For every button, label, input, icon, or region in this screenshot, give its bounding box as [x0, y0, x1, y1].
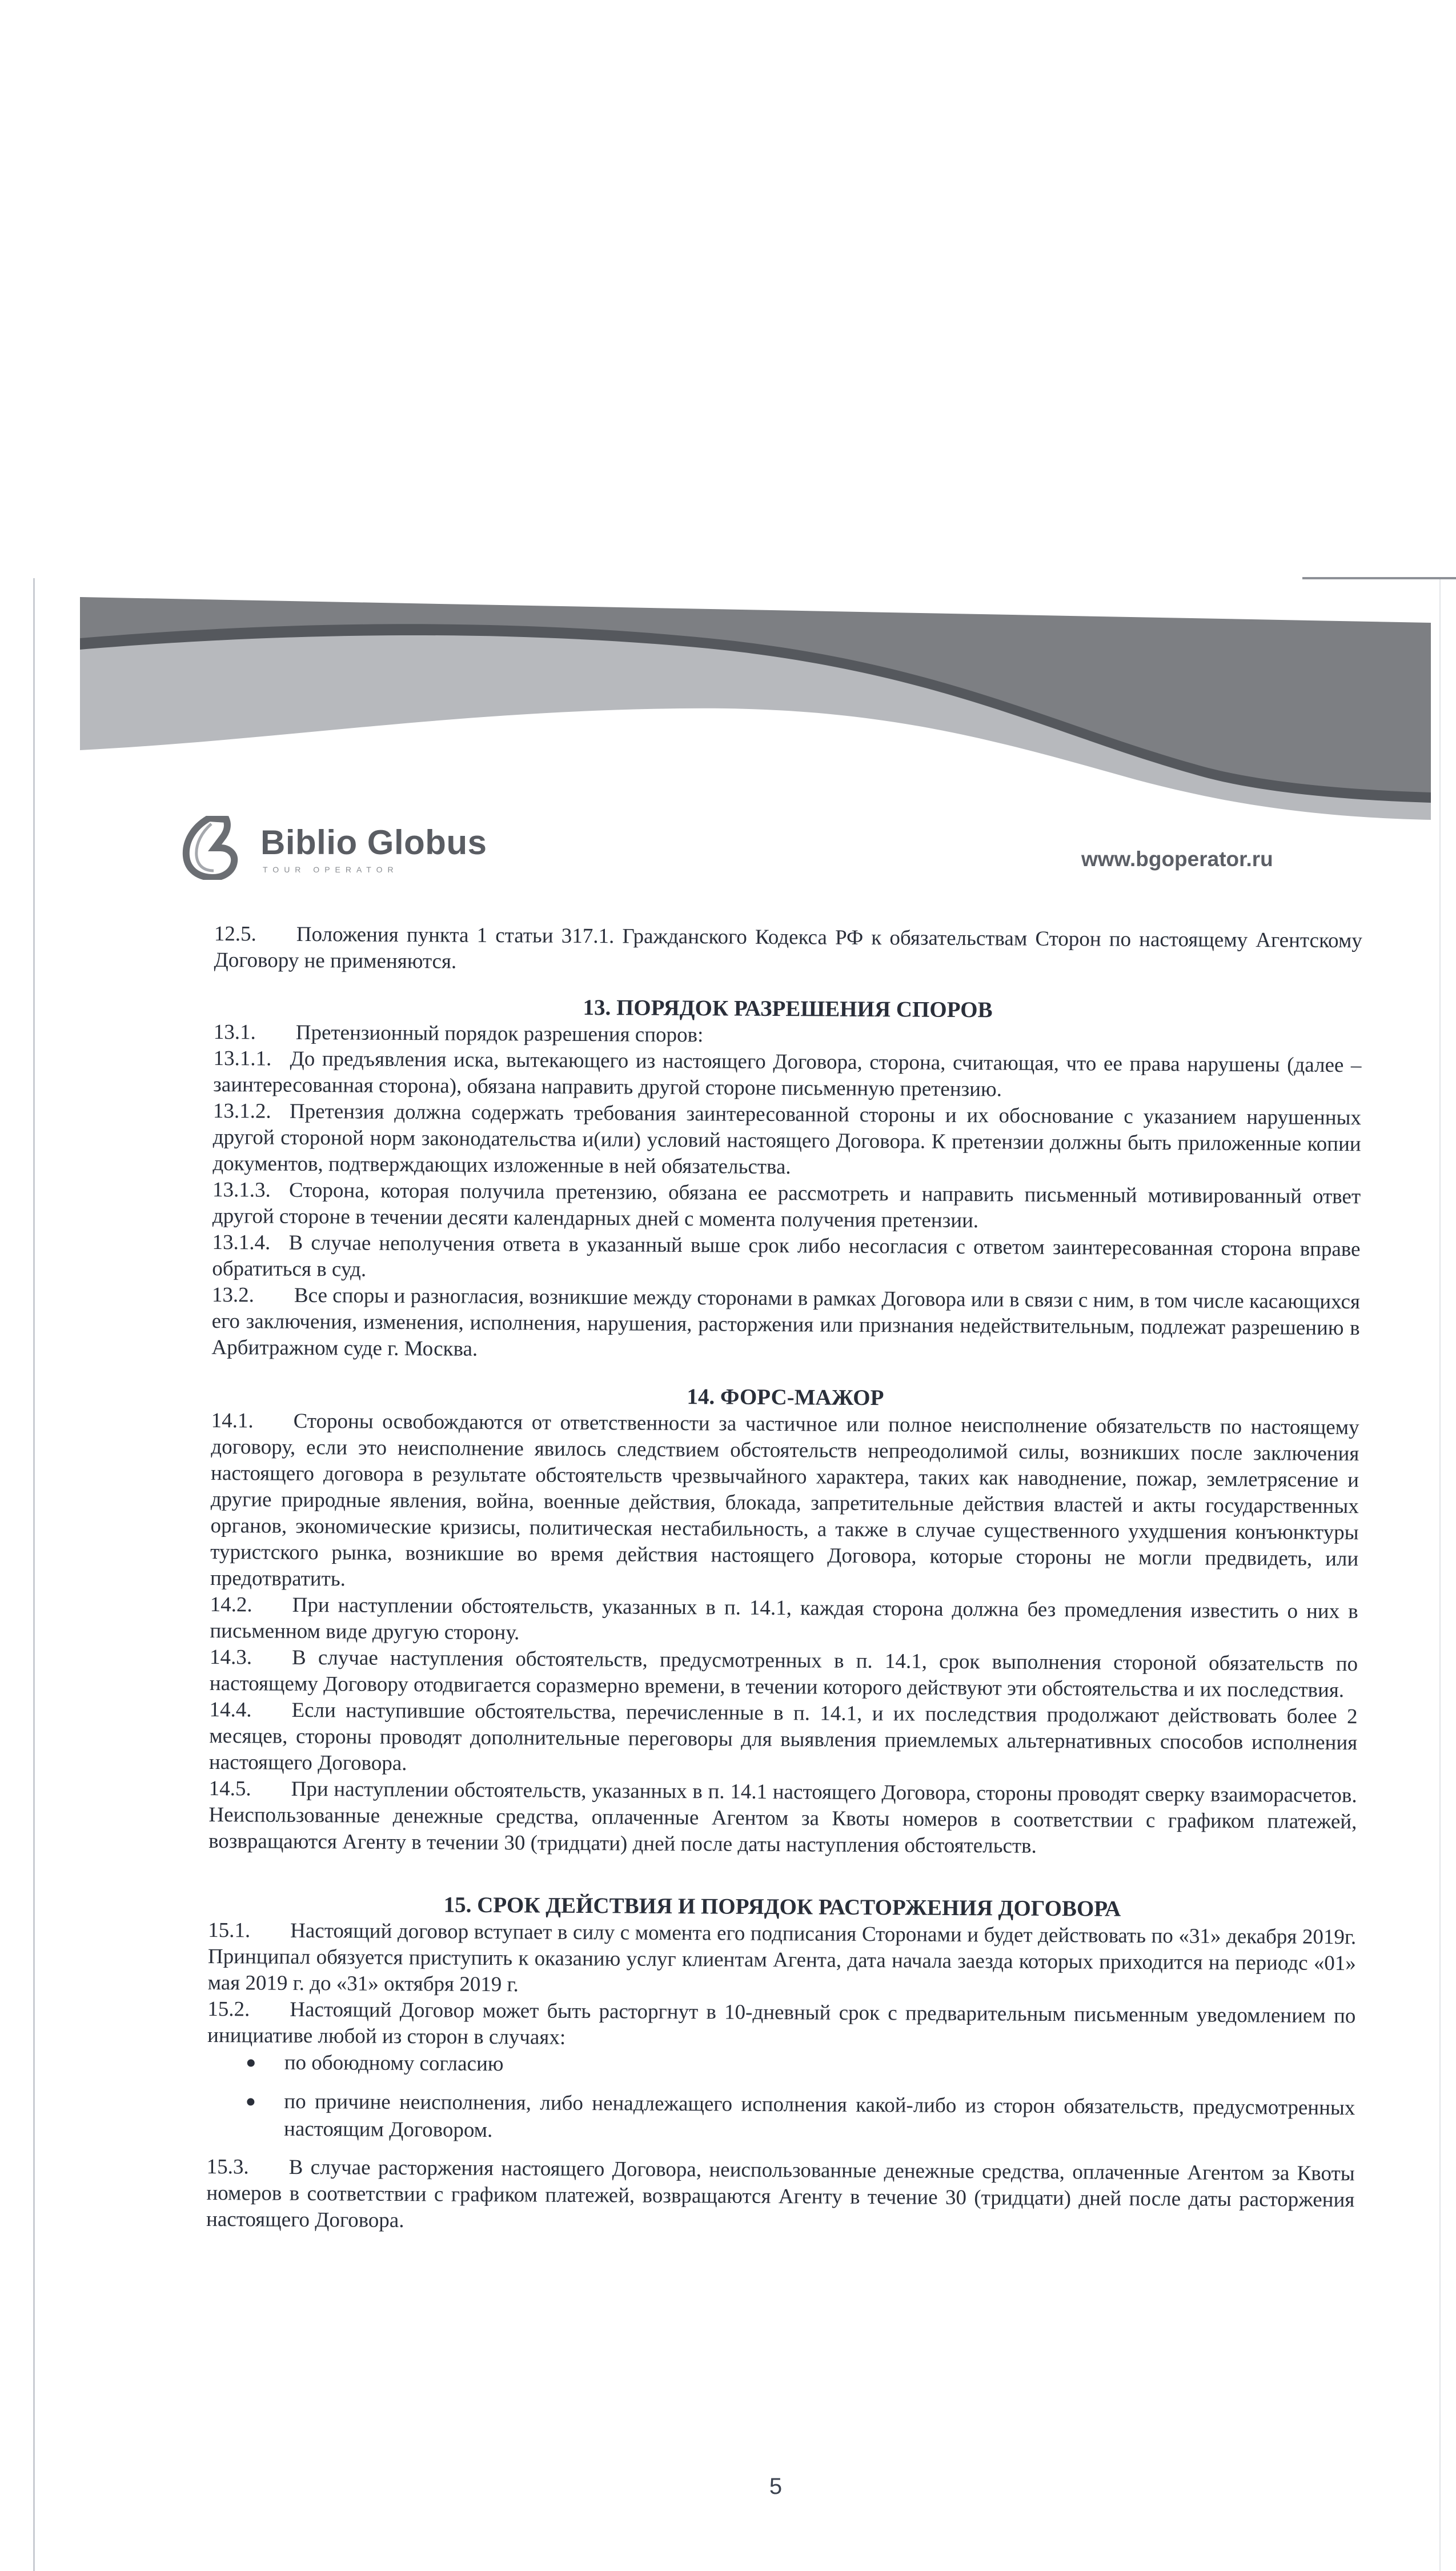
clause-15-2	[207, 1996, 1356, 2056]
clause-number: 15.2.	[207, 1997, 250, 2021]
termination-cases-list	[207, 2049, 1355, 2149]
brand-tagline: TOUR OPERATOR	[263, 865, 399, 874]
scan-edge-top	[1302, 577, 1456, 579]
header-banner	[80, 597, 1431, 820]
scan-edge-right	[1439, 578, 1441, 2571]
clause-number: 13.1.2.	[212, 1099, 271, 1123]
clause-13-1-3	[212, 1177, 1361, 1236]
clause-number: 14.5.	[208, 1776, 251, 1801]
brand-name: Biblio Globus	[260, 823, 487, 862]
clause-15-1	[208, 1917, 1357, 2003]
clause-number: 14.1.	[211, 1408, 254, 1433]
clause-text: Сторона, которая получила претензию, обязана ее рассмотреть и направить письменный мотивированный ответ другой стороне в течении десяти календарных дней с момента получения претензии.	[212, 1178, 1361, 1233]
clause-14-4	[209, 1697, 1358, 1783]
bullet-icon	[247, 2059, 255, 2067]
clause-number: 15.3.	[206, 2154, 249, 2179]
list-item-text: по обоюдному согласию	[284, 2051, 504, 2076]
clause-text: При наступлении обстоятельств, указанных в п. 14.1, каждая сторона должна без промедления известить о них в письменном виде другую сторону.	[210, 1593, 1358, 1645]
clause-text: Если наступившие обстоятельства, перечисленные в п. 14.1, и их последствия продолжают действовать более 2 месяцев, стороны проводят дополнительные переговоры для выявления приемлемых альтернативных способов исполнения настоящего Договора.	[208, 1698, 1358, 1776]
list-item-text: по причине неисполнения, либо ненадлежащего исполнения какой-либо из сторон обязательств, предусмотренных настоящим Договором.	[283, 2089, 1355, 2142]
clause-text: В случае расторжения настоящего Договора, неиспользованные денежные средства, оплаченные Агентом за Квоты номеров в соответствии с графиком платежей, возвращаются Агенту в течение 30 (тридцати) дней после даты расторжения настоящего Договора.	[206, 2155, 1355, 2233]
clause-14-2	[210, 1592, 1358, 1651]
clause-number: 13.2.	[211, 1283, 255, 1307]
clause-text: Настоящий Договор может быть расторгнут в 10-дневный срок с предварительным письменным уведомлением по инициативе любой из сторон в случаях:	[207, 1997, 1356, 2049]
clause-number: 13.1.3.	[212, 1178, 271, 1202]
clause-number: 14.3.	[210, 1645, 252, 1669]
clause-text: Настоящий договор вступает в силу с момента его подписания Сторонами и будет действовать по «31» декабря 2019г. Принципал обязуется приступить к оказанию услуг клиентам Агента, дата начала заезда которых приходится на периодс «01» мая 2019 г. до «31» октября 2019 г.	[207, 1919, 1357, 1997]
website-url: www.bgoperator.ru	[1081, 847, 1273, 871]
clause-14-1	[210, 1408, 1359, 1599]
clause-text: Претензионный порядок разрешения споров:	[295, 1020, 704, 1047]
brand-logo	[182, 811, 502, 880]
section-13-heading: 13. ПОРЯДОК РАЗРЕШЕНИЯ СПОРОВ	[583, 995, 993, 1023]
clause-text: До предъявления иска, вытекающего из настоящего Договора, сторона, считающая, что ее права нарушены (далее – заинтересованная сторона), обязана направить другой стороне письменную претензию.	[213, 1047, 1362, 1102]
clause-12-5	[214, 921, 1362, 980]
clause-13-2	[211, 1282, 1360, 1368]
clause-13-1-2	[212, 1098, 1361, 1184]
clause-number: 12.5.	[214, 922, 256, 946]
section-15-heading: 15. СРОК ДЕЙСТВИЯ И ПОРЯДОК РАСТОРЖЕНИЯ ДОГОВОРА	[443, 1892, 1121, 1921]
clause-14-5	[208, 1776, 1357, 1861]
clause-text: Положения пункта 1 статьи 317.1. Гражданского Кодекса РФ к обязательствам Сторон по настоящему Агентскому Договору не применяются.	[214, 922, 1362, 974]
clause-number: 13.1.	[213, 1020, 256, 1044]
clause-text: В случае наступления обстоятельств, предусмотренных в п. 14.1, срок выполнения стороной обязательств по настоящему Договору отодвигается соразмерно времени, в течении которого действуют эти обстоятельства и их последствия.	[209, 1645, 1358, 1703]
clause-text: В случае неполучения ответа в указанный выше срок либо несогласия с ответом заинтересованная сторона вправе обратиться в суд.	[212, 1231, 1361, 1282]
clause-text: Претензия должна содержать требования заинтересованной стороны и их обоснование с указанием нарушенных другой стороной норм законодательства и(или) условий настоящего Договора. К претензии должны быть приложенные копии документов, подтверждающих изложенные в ней обязательства.	[212, 1099, 1362, 1179]
clause-number: 14.4.	[209, 1697, 252, 1722]
clause-number: 14.2.	[210, 1592, 252, 1617]
clause-number: 13.1.4.	[212, 1230, 271, 1255]
banner-wave-graphic	[80, 597, 1431, 820]
clause-13-1-4	[212, 1230, 1361, 1289]
document-body	[206, 921, 1362, 2240]
page-number: 5	[769, 2474, 783, 2499]
clause-number: 13.1.1.	[213, 1046, 272, 1071]
section-14-heading: 14. ФОРС-МАЖОР	[687, 1384, 884, 1411]
clause-text: Все споры и разногласия, возникшие между сторонами в рамках Договора или в связи с ним, в том числе касающихся его заключения, изменения, исполнения, нарушения, расторжения или признания недействительным, подлежат разрешению в Арбитражном суде г. Москва.	[211, 1283, 1361, 1361]
scan-edge-left	[33, 578, 35, 2571]
clause-number: 15.1.	[208, 1918, 251, 1943]
clause-14-3	[210, 1644, 1358, 1704]
bullet-icon	[247, 2098, 254, 2105]
clause-13-1-1	[213, 1046, 1362, 1105]
clause-text: Стороны освобождаются от ответственности за частичное или полное неисполнение обязательств по настоящему договору, если это неисполнение явилось следствием обстоятельств непреодолимой силы, возникших после заключения настоящего договора в результате обстоятельств чрезвычайного характера, таких как наводнение, пожар, землетрясение и другие природные явления, война, военные действия, блокада, запретительные действия властей и акты государственных органов, экономические кризисы, политическая нестабильность, а также в случае существенного ухудшения конъюнктуры туристского рынка, возникшие во время действия настоящего Договора, которые стороны не могли предвидеть, или предотвратить.	[210, 1409, 1359, 1591]
clause-15-3	[206, 2154, 1355, 2240]
clause-text: При наступлении обстоятельств, указанных в п. 14.1 настоящего Договора, стороны проводят сверку взаиморасчетов. Неиспользованные денежные средства, оплаченные Агентом за Квоты номеров в соответствии с графиком платежей, возвращаются Агенту в течении 30 (тридцати) дней после даты наступления обстоятельств.	[208, 1777, 1357, 1858]
list-item	[207, 2088, 1355, 2149]
logo-mark-icon	[182, 816, 242, 880]
